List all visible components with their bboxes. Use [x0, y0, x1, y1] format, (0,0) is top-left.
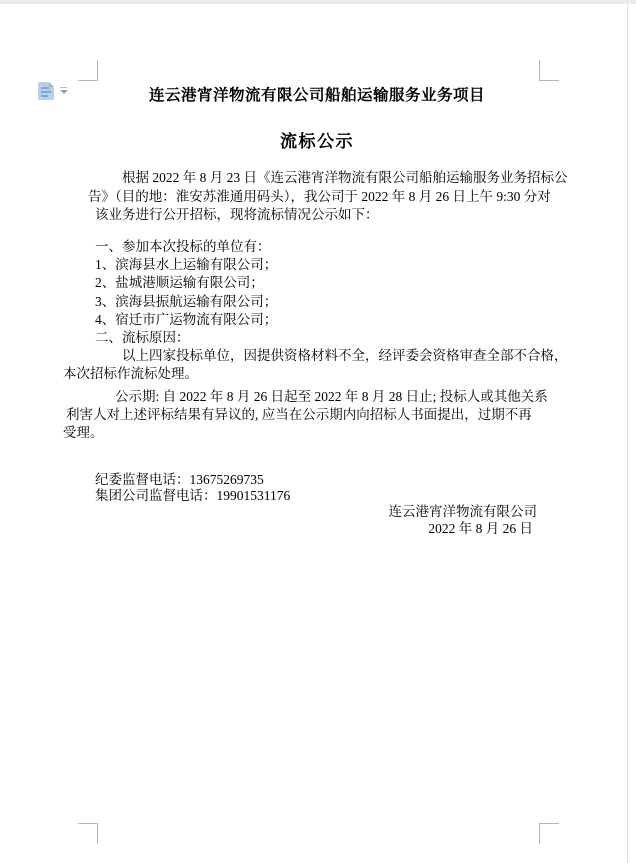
- intro-paragraph: [88, 169, 568, 225]
- paragraph-line: 该业务进行公开招标，现将流标情况公示如下：: [95, 207, 379, 223]
- notice-line: 受理。: [63, 425, 104, 441]
- paste-options-icon: [38, 82, 54, 100]
- margin-mark-top-left: [78, 80, 98, 81]
- margin-mark-top-right: [539, 60, 540, 81]
- canvas-top-edge: [0, 0, 636, 4]
- signature-block: [95, 504, 537, 538]
- paragraph-line: 根据 2022 年 8 月 23 日《连云港宵洋物流有限公司船舶运输服务业务招标公: [122, 170, 568, 185]
- paste-options-button[interactable]: [36, 80, 70, 102]
- notice-line: 利害人对上述评标结果有异议的, 应当在公示期内向招标人书面提出，过期不再: [66, 407, 532, 423]
- chevron-down-icon[interactable]: [59, 87, 68, 96]
- phone-line: 纪委监督电话：13675269735: [95, 472, 264, 487]
- margin-mark-bottom-left: [78, 823, 98, 824]
- signature-company: 连云港宵洋物流有限公司: [388, 504, 537, 519]
- section1-heading: 一、参加本次投标的单位有：: [95, 239, 271, 254]
- margin-mark-top-left: [97, 60, 98, 81]
- notice-paragraph: [63, 388, 555, 443]
- section2-heading: 二、流标原因：: [95, 330, 190, 346]
- margin-mark-bottom-right: [539, 823, 559, 824]
- bidders-section: [63, 238, 568, 384]
- bidder-item: 3、滨海县振航运输有限公司；: [95, 293, 278, 309]
- bidder-item: 1、滨海县水上运输有限公司；: [95, 257, 278, 273]
- document-subtitle: 流标公示: [280, 132, 354, 151]
- page-right-edge: [627, 4, 628, 863]
- margin-mark-top-right: [539, 80, 559, 81]
- phone-line: 集团公司监督电话：19901531176: [95, 488, 291, 504]
- margin-mark-bottom-right: [539, 823, 540, 844]
- reason-line: 本次招标作流标处理。: [63, 366, 198, 382]
- reason-line: 以上四家投标单位，因提供资格材料不全，经评委会资格审查全部不合格，: [122, 348, 568, 364]
- document-title: 连云港宵洋物流有限公司船舶运输服务业务项目: [148, 87, 485, 104]
- paragraph-line: 告》（目的地：淮安苏淮通用码头），我公司于 2022 年 8 月 26 日上午 9:30 分对: [88, 188, 551, 204]
- bidder-item: 2、盐城港顺运输有限公司；: [95, 275, 264, 291]
- signature-date: 2022 年 8 月 26 日: [428, 520, 533, 536]
- margin-mark-bottom-left: [97, 823, 98, 844]
- supervision-phones: [95, 472, 555, 504]
- bidder-item: 4、宿迁市广运物流有限公司；: [95, 311, 278, 327]
- notice-line: 公示期: 自 2022 年 8 月 26 日起至 2022 年 8 月 28 日止; 投标人或其他关系: [115, 389, 548, 404]
